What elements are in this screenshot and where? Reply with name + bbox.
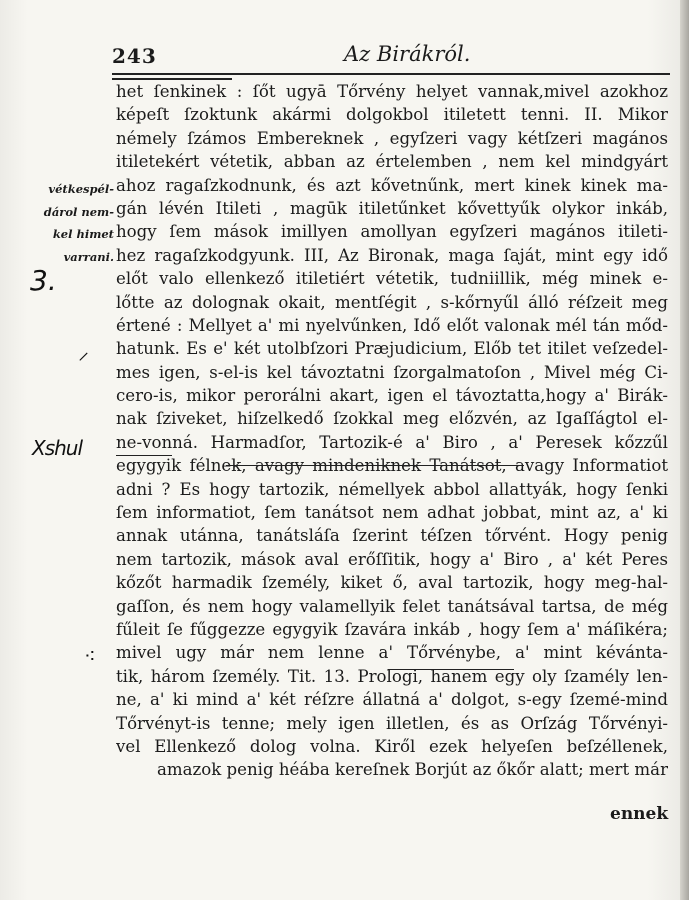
text-line: het ſenkinek : ſőt ugyā Tőrvény helyet vannak,mivel azokhoz [116,82,668,101]
text-line: ne-vonná. Harmadſor, Tartozik-é a' Biro , a' Peresek kőzzűl [116,432,668,452]
text-line: előt valo ellenkező itiletiért vétetik, tudniillik, még minek e- [116,269,668,289]
text-line: amazok penig héába kereſnek Borjút az őkőr alatt; mert már [156,760,668,780]
handwritten-strikethrough [116,455,172,456]
text-line: fűleit ſe fűggezze egygyik ſzavára inkáb , hogy ſem a' máſikéra; [116,619,668,639]
text-line: mivel ugy már nem lenne a' Tőrvénybe, a' mint kévánta- [116,643,668,663]
text-line: gán lévén Itileti , magūk itiletűnket kővettyűk olykor inkáb, [116,198,668,218]
text-line: nem tartozik, mások aval erőſſitik, hogy a' Biro , a' két Peres [116,549,668,569]
text-line: nak ſziveket, hiſzelkedő ſzokkal meg előzvén, az Igaſſágtol el- [116,409,668,429]
text-line: Tőrvényt-is tenne; mely igen illetlen, és as Orſzág Tőrvényi- [116,713,668,733]
text-line: ſem informatiot, ſem tanátsot nem adhat jobbat, mint az, a' ki [116,503,668,523]
text-line: adni ? Es hogy tartozik, némellyek abbol allattyák, hogy ſenki [116,479,668,499]
margin-note-line: dárol nem- [43,204,114,219]
text-line: hogy ſem mások imillyen amollyan egyſzeri magános itileti- [116,222,668,242]
handwritten-underline [226,465,524,466]
handwritten-scribble: Xshul [32,436,83,460]
header-rule [112,73,670,75]
text-line: értené : Mellyet a' mi nyelvűnken, Idő előt valonak mél tán mőd- [116,315,668,335]
page-edge-shadow [680,0,689,900]
page-header [112,40,672,72]
text-line: annak utánna, tanátsláſa ſzerint téſzen tőrvént. Hogy penig [116,526,668,546]
text-line: hatunk. Es e' két utolbſzori Præjudicium, Előb tet itilet veſzedel- [116,339,668,359]
margin-note-line: vétkespél- [48,182,114,196]
text-line: ne, a' ki mind a' két réſzre állatná a' dolgot, s-egy ſzemé-mind [116,690,668,710]
text-line: lőtte az dolognak okait, mentſégit , s-kőrnyűl álló réſzeit meg [116,292,668,312]
text-line: cero-is, mikor perorálni akart, igen el távoztatta,hogy a' Birák- [116,386,668,406]
text-line: mes igen, s-el-is kel távoztatni ſzorgalmatoſon , Mivel még Ci- [116,362,668,382]
handwritten-strikethrough [388,669,514,670]
text-line: vel Ellenkező dolog volna. Kiről ezek helyeſen beſzéllenek, [116,736,668,756]
text-line: itiletekért vétetik, abban az értelemben , nem kel mindgyárt [116,152,668,172]
text-line: tik, három ſzemély. Tit. 13. Prologi, hanem egy oly ſzamély len- [116,666,668,686]
text-line: kőzőt harmadik ſzemély, kiket ő, aval tartozik, hogy meg-hal- [116,573,668,593]
text-line: némely ſzámos Embereknek , egyſzeri vagy kétſzeri magános [116,128,668,148]
margin-note-line: varrani. [63,249,114,264]
body-text [116,80,668,782]
handwritten-tick-mark: ⸝ [78,340,90,365]
margin-note [30,178,114,268]
margin-note-line: kel himet [52,227,114,242]
page-number: 243 [112,44,157,68]
handwritten-numeral: 3. [30,264,57,297]
handwritten-dots-mark: ⁖ [84,644,96,668]
text-line: gaſſon, és nem hogy valamellyik felet tanátsával tartsa, de még [116,596,668,616]
text-line: egygyik félnek, avagy mindeniknek Tanátsot, avagy Informatiot [116,456,668,476]
text-line: ahoz ragaſzkodnunk, és azt kővetnűnk, mert kinek kinek ma- [116,175,668,195]
text-line: képeſt ſzoktunk akármi dolgokbol itiletett tenni. II. Mikor [116,105,668,125]
text-line: hez ragaſzkodgyunk. III, Az Bironak, maga ſaját, mint egy idő [116,245,668,265]
catchword: ennek [610,804,669,824]
running-head: Az Birákról. [344,42,471,66]
